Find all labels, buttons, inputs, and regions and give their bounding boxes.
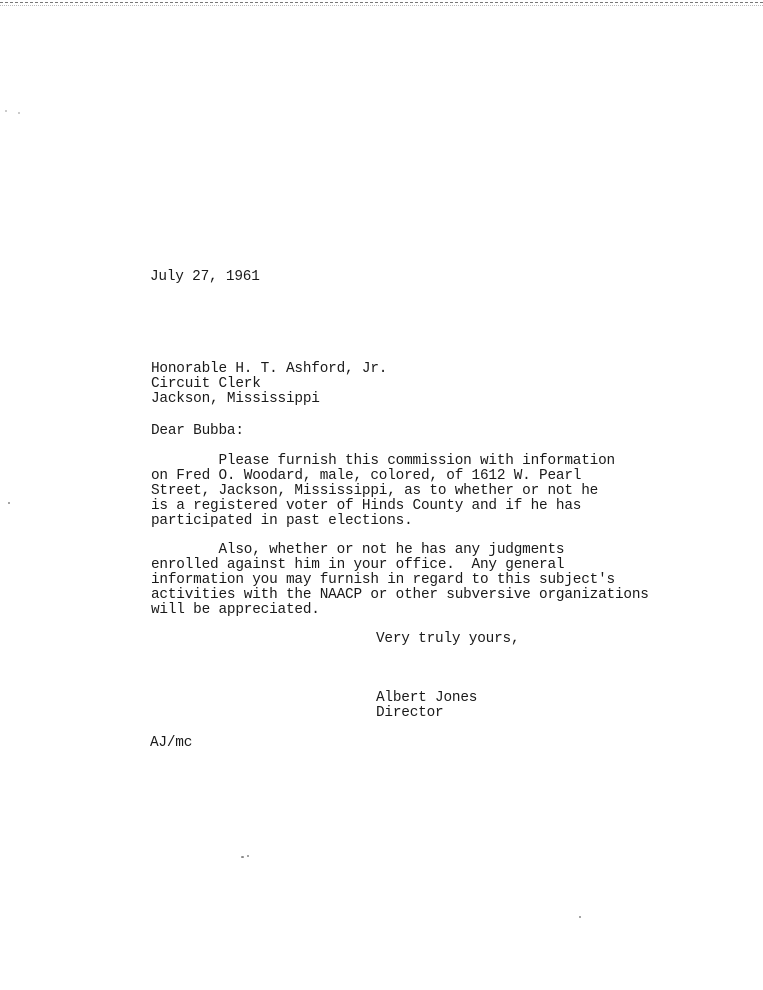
scan-speck xyxy=(247,855,249,857)
recipient-name: Honorable H. T. Ashford, Jr. xyxy=(151,361,388,377)
closing: Very truly yours, xyxy=(376,631,520,647)
salutation: Dear Bubba: xyxy=(151,423,244,439)
body-p1-line-4: is a registered voter of Hinds County and if he has xyxy=(151,498,582,514)
scan-speck xyxy=(241,856,244,858)
scan-speck xyxy=(5,110,7,112)
typist-initials: AJ/mc xyxy=(150,735,193,751)
body-p2-line-2: enrolled against him in your office. Any general xyxy=(151,557,565,573)
body-p2-line-3: information you may furnish in regard to this subject's xyxy=(151,572,615,588)
scan-speck xyxy=(8,502,10,504)
body-p1-line-3: Street, Jackson, Mississippi, as to whether or not he xyxy=(151,483,599,499)
body-p1-line-1: Please furnish this commission with information xyxy=(151,453,615,469)
body-p1-line-5: participated in past elections. xyxy=(151,513,413,529)
recipient-title: Circuit Clerk xyxy=(151,376,261,392)
body-p2-line-4: activities with the NAACP or other subversive organizations xyxy=(151,587,649,603)
body-p2-line-5: will be appreciated. xyxy=(151,602,320,618)
body-p2-line-1: Also, whether or not he has any judgments xyxy=(151,542,565,558)
signer-name: Albert Jones xyxy=(376,690,478,706)
body-p1-line-2: on Fred O. Woodard, male, colored, of 1612 W. Pearl xyxy=(151,468,582,484)
signer-title: Director xyxy=(376,705,444,721)
letter-date: July 27, 1961 xyxy=(150,269,260,285)
scan-speck xyxy=(18,112,20,114)
scan-speck xyxy=(579,916,581,918)
recipient-location: Jackson, Mississippi xyxy=(151,391,320,407)
